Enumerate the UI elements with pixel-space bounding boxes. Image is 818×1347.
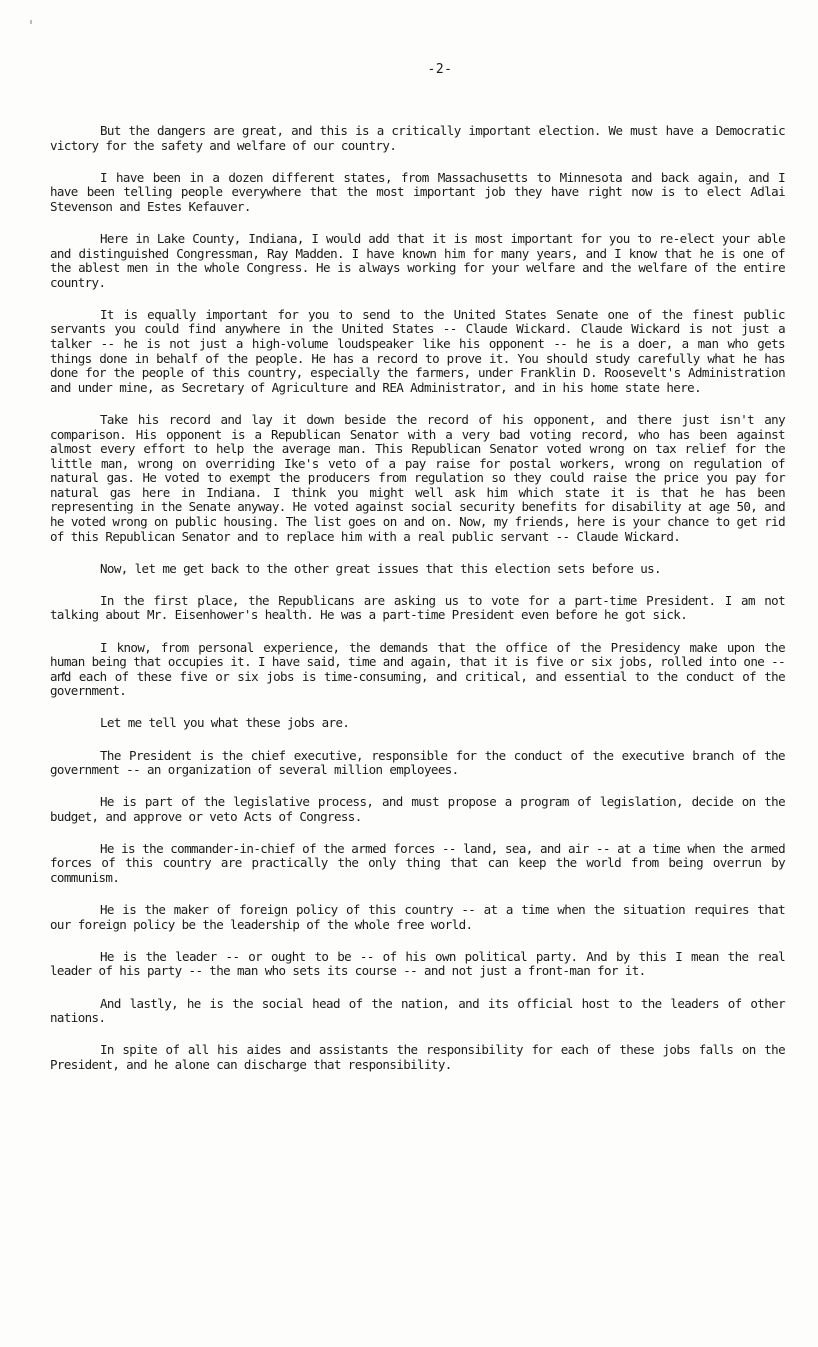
margin-mark: [30, 20, 32, 24]
paragraph-14: He is the leader -- or ought to be -- of his own political party. And by this I mean the real leader of his party -- the man who sets its course -- and not just a front-man for it.: [50, 948, 785, 979]
paragraph-8: I know, from personal experience, the demands that the office of the Presidency make upon the human being that occupies it. I have said, time and again, that it is five or six jobs, rolled into one -- and each of these five or six jobs is time-consuming, and critical, and essential to the conduct of the government.: [50, 639, 785, 699]
paragraph-15: And lastly, he is the social head of the nation, and its official host to the leaders of other nations.: [50, 995, 785, 1026]
paragraph-11: He is part of the legislative process, and must propose a program of legislation, decide on the budget, and approve or veto Acts of Congress.: [50, 794, 785, 824]
paragraph-16: In spite of all his aides and assistants the responsibility for each of these jobs falls on the President, and he alone can discharge that responsibility.: [50, 1042, 785, 1072]
document-body: [50, 124, 785, 1090]
paragraph-1: But the dangers are great, and this is a critically important election. We must have a Democratic victory for the safety and welfare of our country.: [50, 123, 785, 153]
paragraph-7: In the first place, the Republicans are asking us to vote for a part-time President. I am not talking about Mr. Eisenhower's health. He was a part-time President even before he got sick.: [50, 592, 785, 623]
paragraph-6: Now, let me get back to the other great issues that this election sets before us.: [100, 560, 661, 576]
paragraph-4: It is equally important for you to send to the United States Senate one of the finest public servants you could find anywhere in the United States -- Claude Wickard. Claude Wickard is not just a talker -- he is not just a high-volume loudspeaker like his opponent -- he is a doer, a man who gets things done in behalf of the people. He has a record to prove it. You should study carefully what he has done for the people of this country, especially the farmers, under Franklin D. Roosevelt's Administration and under mine, as Secretary of Agriculture and REA Administrator, and in his home state here.: [50, 306, 785, 395]
paragraph-9: Let me tell you what these jobs are.: [100, 715, 350, 731]
paragraph-3: Here in Lake County, Indiana, I would add that it is most important for you to re-elect your able and distinguished Congressman, Ray Madden. I have known him for many years, and I know that he is one of the ablest men in the whole Congress. He is always working for your welfare and the welfare of the entire country.: [50, 230, 785, 290]
paragraph-12: He is the commander-in-chief of the armed forces -- land, sea, and air -- at a time when the armed forces of this country are practically the only thing that can keep the world from being overrun by communism.: [50, 840, 785, 886]
paragraph-10: The President is the chief executive, responsible for the conduct of the executive branch of the government -- an organization of several million employees.: [50, 747, 785, 778]
paragraph-5: Take his record and lay it down beside the record of his opponent, and there just isn't any comparison. His opponent is a Republican Senator with a very bad voting record, who has been against almost every effort to help the average man. This Republican Senator voted wrong on tax relief for the little man, wrong on overriding Ike's veto of a pay raise for postal workers, wrong on regulation of natural gas. He voted to exempt the producers from regulation so they could raise the price you pay for natural gas here in Indiana. I think you might well ask him which state it is that he has been representing in the Senate anyway. He voted against social security benefits for disability at age 50, and he voted wrong on public housing. The list goes on and on. Now, my friends, here is your chance to get rid of this Republican Senator and to replace him with a real public servant -- Claude Wickard.: [50, 411, 785, 544]
paragraph-2: I have been in a dozen different states, from Massachusetts to Minnesota and back again, and I have been telling people everywhere that the most important job they have right now is to elect Adlai Stevenson and Estes Kefauver.: [50, 169, 785, 214]
page-number: -2-: [427, 62, 453, 77]
paragraph-13: He is the maker of foreign policy of this country -- at a time when the situation requires that our foreign policy be the leadership of the whole free world.: [50, 902, 785, 932]
